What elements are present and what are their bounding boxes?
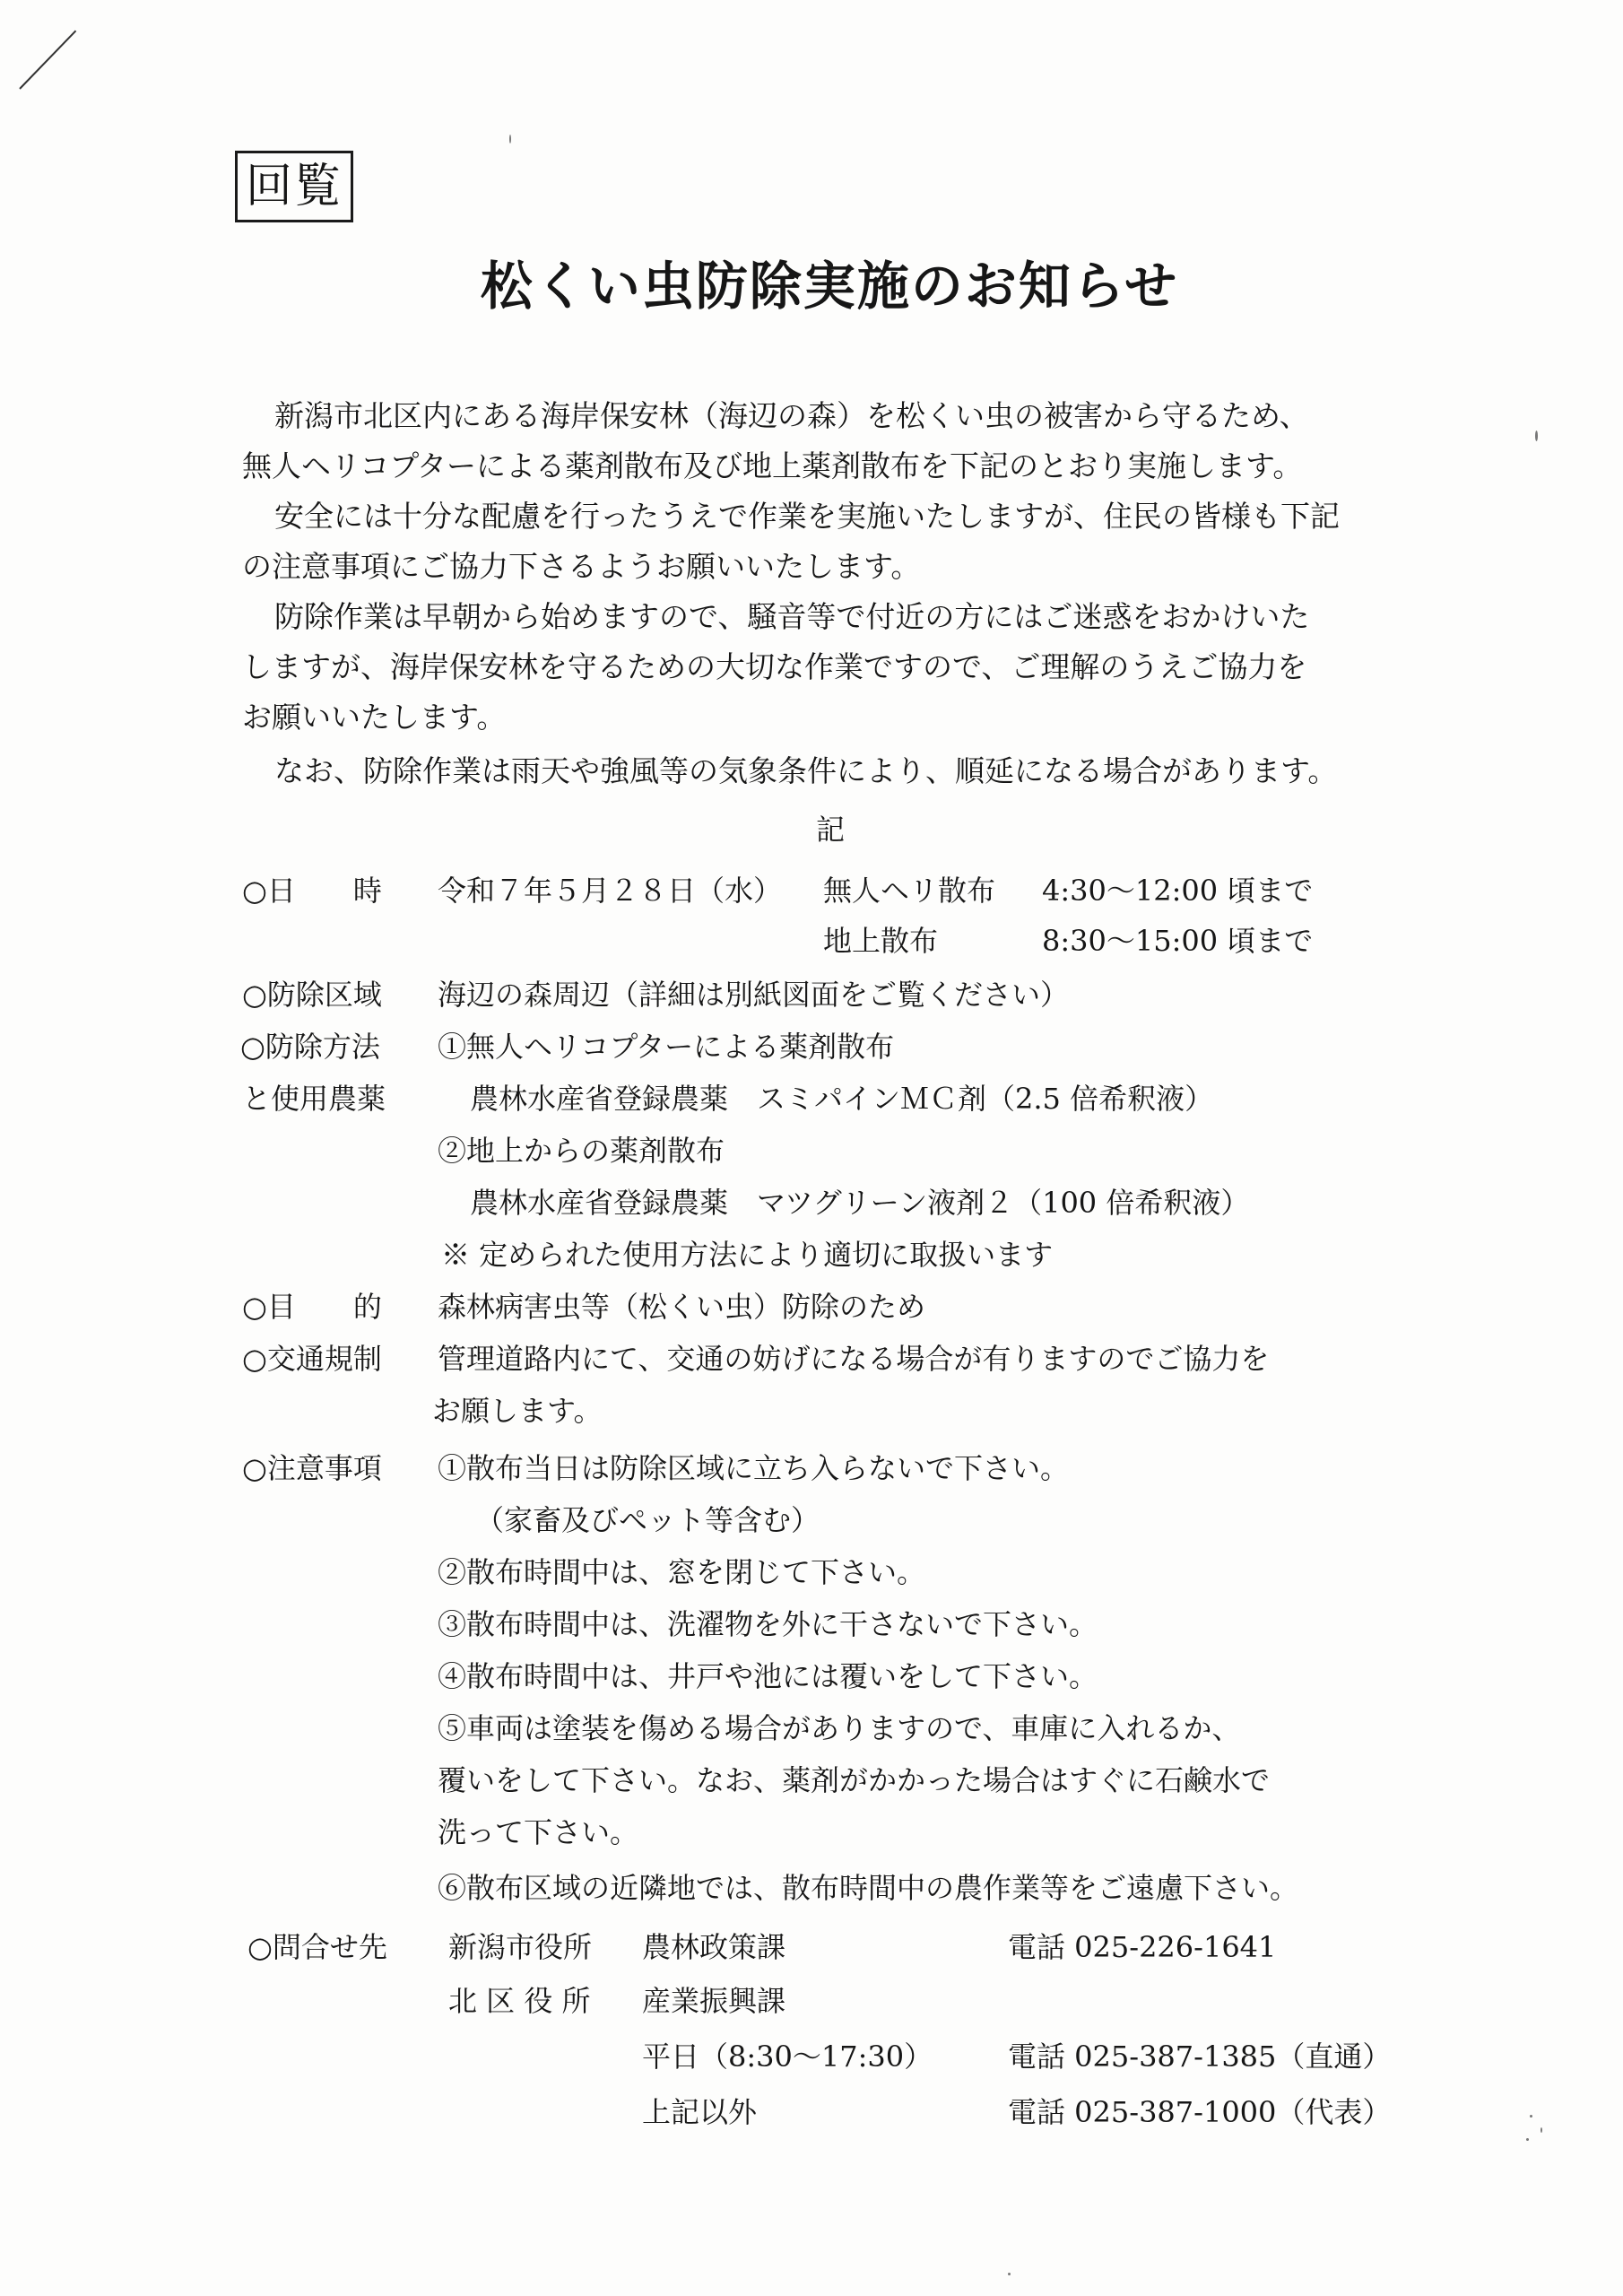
scan-speck <box>1535 430 1538 441</box>
caution-line: ⑤車両は塗装を傷める場合がありますので、車庫に入れるか、 <box>438 1711 1241 1745</box>
circulation-stamp: 回覧 <box>235 151 353 222</box>
contact-office: 北 区 役 所 <box>448 1984 591 2018</box>
pen-stroke-mark <box>19 30 76 90</box>
caution-line: （家畜及びペット等含む） <box>475 1503 820 1537</box>
traffic-text: お願します。 <box>432 1394 603 1428</box>
scan-speck <box>509 135 511 144</box>
contact-label: ○問合せ先 <box>247 1930 387 1964</box>
caution-line: ②散布時間中は、窓を閉じて下さい。 <box>438 1555 926 1589</box>
caution-line: ⑥散布区域の近隣地では、散布時間中の農作業等をご遠慮下さい。 <box>438 1871 1299 1905</box>
intro-line: 無人ヘリコプターによる薬剤散布及び地上薬剤散布を下記のとおり実施します。 <box>242 448 1303 483</box>
heli-time: 4:30～12:00 頃まで <box>1042 874 1314 908</box>
ground-label: 地上散布 <box>823 924 939 958</box>
caution-line: 洗って下さい。 <box>438 1815 639 1849</box>
method-note: ※ 定められた使用方法により適切に取扱います <box>441 1238 1054 1272</box>
method-item: ②地上からの薬剤散布 <box>438 1134 725 1168</box>
contact-office: 新潟市役所 <box>448 1930 593 1964</box>
intro-line: 防除作業は早朝から始めますので、騒音等で付近の方にはご迷惑をおかけいた <box>274 599 1310 634</box>
contact-tel: 電話 025-387-1000（代表） <box>1008 2095 1392 2129</box>
intro-line: 新潟市北区内にある海岸保安林（海辺の森）を松くい虫の被害から守るため、 <box>274 398 1309 433</box>
intro-line: 安全には十分な配慮を行ったうえで作業を実施いたしますが、住民の皆様も下記 <box>274 499 1340 534</box>
method-label-2: と使用農薬 <box>242 1082 386 1116</box>
intro-line: の注意事項にご協力下さるようお願いいたします。 <box>242 549 921 584</box>
scan-speck <box>1530 2115 1532 2118</box>
method-item-detail: 農林水産省登録農薬 スミパインＭＣ剤（2.5 倍希釈液） <box>470 1082 1214 1116</box>
caution-line: 覆いをして下さい。なお、薬剤がかかった場合はすぐに石鹸水で <box>438 1763 1271 1797</box>
traffic-label: ○交通規制 <box>242 1342 382 1376</box>
intro-line: お願いいたします。 <box>242 700 507 735</box>
contact-dept: 産業振興課 <box>642 1984 786 2018</box>
area-label: ○防除区域 <box>242 978 382 1012</box>
scan-speck <box>1008 2273 1011 2275</box>
intro-line: なお、防除作業は雨天や強風等の気象条件により、順延になる場合があります。 <box>274 753 1338 788</box>
schedule-date: 令和７年５月２８日（水） <box>438 874 783 908</box>
cautions-label: ○注意事項 <box>242 1451 382 1485</box>
intro-line: しますが、海岸保安林を守るための大切な作業ですので、ご理解のうえご協力を <box>242 649 1307 684</box>
contact-tel: 電話 025-387-1385（直通） <box>1008 2039 1392 2074</box>
traffic-text: 管理道路内にて、交通の妨げになる場合が有りますのでご協力を <box>438 1342 1270 1376</box>
purpose-text: 森林病害虫等（松くい虫）防除のため <box>438 1290 926 1324</box>
page-title: 松くい虫防除実施のお知らせ <box>480 256 1179 317</box>
contact-tel: 電話 025-226-1641 <box>1008 1930 1277 1964</box>
caution-line: ④散布時間中は、井戸や池には覆いをして下さい。 <box>438 1659 1098 1693</box>
contact-hours: 平日（8:30～17:30） <box>642 2039 933 2074</box>
method-item: ①無人ヘリコプターによる薬剤散布 <box>438 1030 895 1064</box>
contact-other: 上記以外 <box>642 2095 758 2129</box>
caution-line: ③散布時間中は、洗濯物を外に干さないで下さい。 <box>438 1607 1098 1641</box>
heli-label: 無人ヘリ散布 <box>823 874 996 908</box>
method-item-detail: 農林水産省登録農薬 マツグリーン液剤２（100 倍希釈液） <box>470 1186 1250 1220</box>
schedule-label: ○日 時 <box>242 874 382 908</box>
ki-heading: 記 <box>816 813 846 847</box>
method-label: ○防除方法 <box>240 1030 380 1064</box>
purpose-label: ○目 的 <box>242 1290 382 1324</box>
contact-dept: 農林政策課 <box>642 1930 786 1964</box>
ground-time: 8:30～15:00 頃まで <box>1042 924 1314 958</box>
caution-line: ①散布当日は防除区域に立ち入らないで下さい。 <box>438 1451 1070 1485</box>
scan-speck <box>1541 2127 1542 2133</box>
area-text: 海辺の森周辺（詳細は別紙図面をご覧ください） <box>438 978 1070 1012</box>
scan-speck <box>1526 2138 1529 2141</box>
